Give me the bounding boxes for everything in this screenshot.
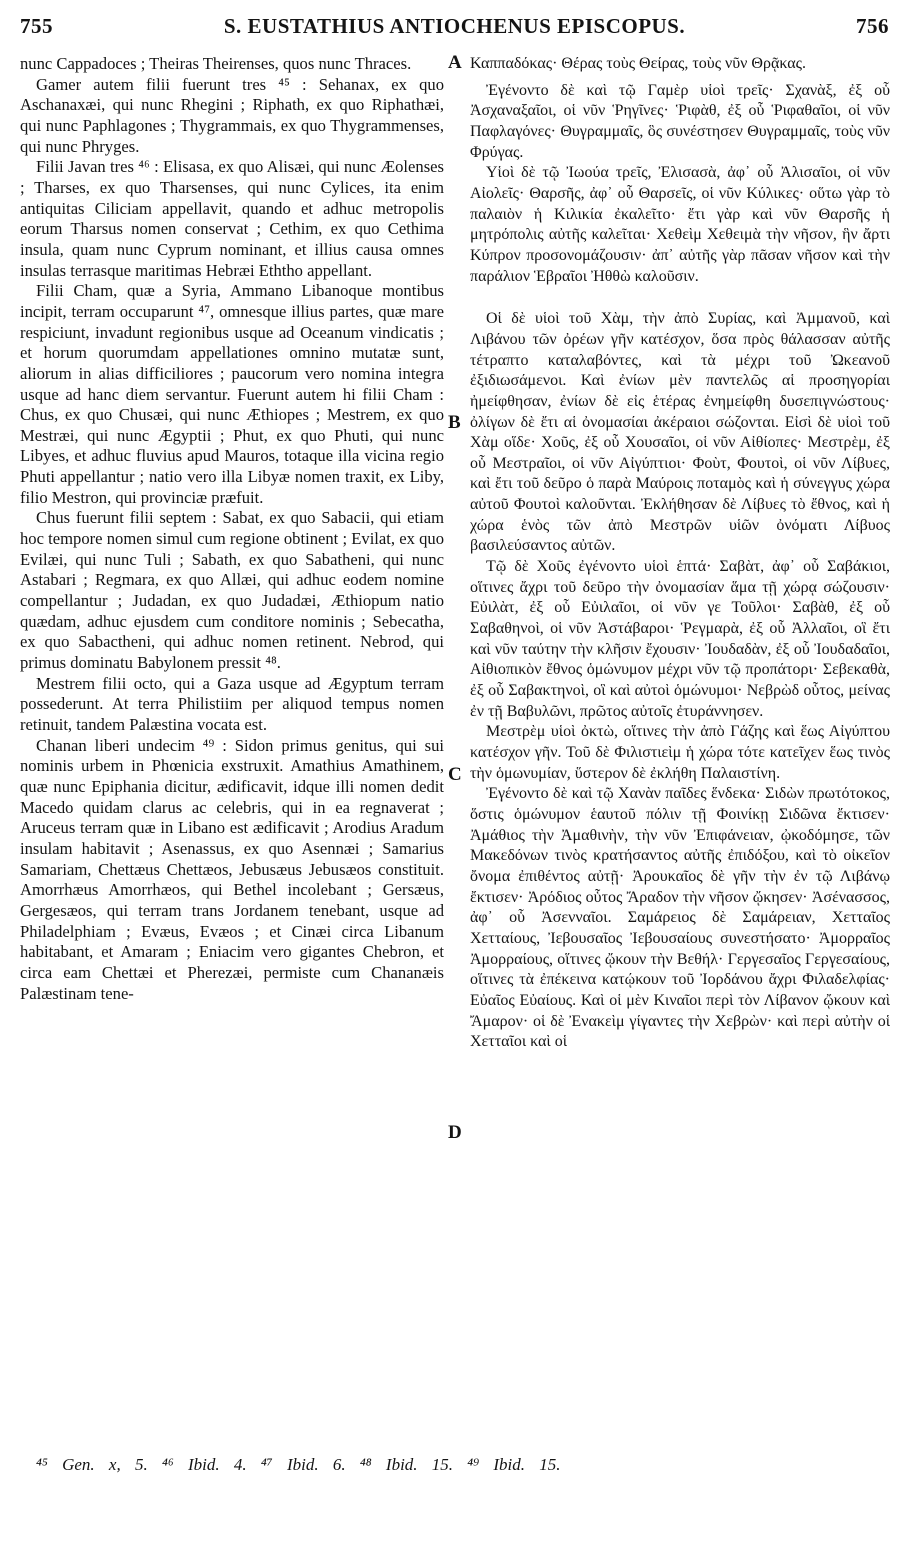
greek-column xyxy=(470,54,890,1053)
latin-column xyxy=(20,54,444,1004)
greek-paragraph: Καππαδόκας· Θέρας τοὺς Θείρας, τοὺς νῦν Θρᾷκας. xyxy=(470,55,806,72)
running-title: S. EUSTATHIUS ANTIOCHENUS EPISCOPUS. xyxy=(223,14,686,38)
latin-paragraph: nunc Cappadoces ; Theiras Theirenses, quos nunc Thraces. xyxy=(20,54,412,73)
latin-paragraph: Filii Cham, quæ a Syria, Ammano Libanoque montibus incipit, terram occuparunt ⁴⁷, omnesque illius partes, quæ mare respiciunt, invadunt regionibus usque ad Oceanum vindicatis ; et horum quorumdam appellationes omnino mutatæ sunt, aliorum in alias difficiliores ; paucorum vero nomina integra usque ad hanc diem servantur. Fuerunt autem hi filii Cham : Chus, ex quo Chusæi, qui nunc Æthiopes ; Mestrem, ex quo Mestræi, qui nunc Ægyptii ; Phut, ex quo Phuti, qui nunc Libyes, et adhuc fluvius apud Mauros, totaque illa vicina regio Phuti appellantur ; natio vero illa Libyæ nomen traxit, ex Liby, filio Mestron, qui provinciæ præfuit. xyxy=(20,281,444,507)
latin-paragraph: Gamer autem filii fuerunt tres ⁴⁵ : Sehanax, ex quo Aschanaxæi, qui nunc Rhegini ; Riphath, ex quo Riphathæi, qui nunc Paphlagones ; Thygrammais, ex quo Thygrammenses, qui nunc Phryges. xyxy=(20,74,444,156)
greek-paragraph: Οἱ δὲ υἱοὶ τοῦ Χὰμ, τὴν ἀπὸ Συρίας, καὶ Ἀμμανοῦ, καὶ Λιβάνου τῶν ὀρέων γῆν κατέσχον, ὅσα πρὸς θάλασσαν αὐτῆς τέτραπτο καταλαβόντες, καὶ τὰ μέχρι τοῦ Ὠκεανοῦ ἐξιδιωσάμενοι. Καὶ ἐνίων μὲν παντελῶς αἱ προσηγορίαι ἠμείφθησαν, ἐνίων δὲ εἰς ἑτέρας ἐνημείφθη δυσεπιγνώστους· ὀλίγων δὲ ἔτι αἱ ὀνομασίαι ἀκέραιοι σώζονται. Εἰσὶ δὲ υἱοὶ τοῦ Χὰμ οἵδε· Χοῦς, ἐξ οὗ Χουσαῖοι, οἱ νῦν Αἰθίοπες· Μεστρὲμ, ἐξ οὗ Μεστραῖοι, οἱ νῦν Αἰγύπτιοι· Φοὺτ, Φουτοὶ, οἱ νῦν Λίβυες, καὶ ἔτι τοῦ δεῦρο ὁ παρὰ Μαύροις ποταμὸς καὶ ἡ σύνεγγυς χώρα αὐτοῦ Φουτοὶ καλοῦνται. Ἐκλήθησαν δὲ Λίβυες τὸ ἔθνος, καὶ ἡ χώρα ἑνὸς τῶν ἀπὸ Μεστρῶν υἱῶν ὀνόματι Λίβυος βασιλεύσαντος αὐτῶν. xyxy=(470,310,890,555)
section-marker-a: A xyxy=(448,52,462,73)
latin-paragraph: Chus fuerunt filii septem : Sabat, ex quo Sabacii, qui etiam hoc tempore nomen simul cum regione obtinent ; Evilat, ex quo Evilæi, qui nunc Tuli ; Sabath, ex quo Sabatheni, qui nunc Astabari ; Regmara, ex quo Allæi, qui adhuc eodem nomine compellantur ; Judadan, ex quo Judadæi, Æthiopum natio quædam, adhuc ejusdem cum conditore nominis ; Sebecatha, ex quo Sabactheni, qui adhuc nomen retinent. Nebrod, qui primus dominatu Babylonem pressit ⁴⁸. xyxy=(20,508,444,673)
page-number-left: 755 xyxy=(20,14,53,38)
section-marker-b: B xyxy=(448,412,461,433)
page-header xyxy=(20,14,889,44)
greek-paragraph: Ἐγένοντο δὲ καὶ τῷ Χανὰν παῖδες ἕνδεκα· Σιδὼν πρωτότοκος, ὅστις ὁμώνυμον ἑαυτοῦ πόλιν τῇ Φοινίκῃ Σιδῶνα ἔκτισεν· Ἀμάθιος τὴν Ἀμαθινὴν, τὴν νῦν Ἐπιφάνειαν, ᾠκοδόμησε, τῶν Μακεδόνων τινὸς κρατήσαντος αὐτῆς ἐπιδόξου, καὶ τὸ οἰκεῖον ὄνομα ἐπιθέντος αὐτῇ· Ἀρουκαῖος δὲ γῆν τὴν ἐν τῷ Λιβάνῳ ἔκτισεν· Ἀρόδιος οὗτος Ἄραδον τὴν νῆσον ᾤκησεν· Ἀσένασσος, ἀφ᾽ οὗ Ἀσενναῖοι. Σαμάρειος δὲ Σαμάρειαν, Χετταῖος Χετταίους, Ἰεβουσαῖος Ἰεβουσαίους συνεστήσατο· Ἀμορραῖος Ἀμορραίους, οἵτινες ᾤκουν τὴν Βεθήλ· Γεργεσαῖος Γεργεσαίους, οἵτινες τὰ ἐπέκεινα κατῴκουν τοῦ Ἰορδάνου ἄχρι Φιλαδελφίας· Εὐαῖος Εὐαίους. Καὶ οἱ μὲν Κιναῖοι περὶ τὸν Λίβανον ᾤκουν καὶ Ἄμαρον· οἱ δὲ Ἐνακεὶμ γίγαντες τὴν Χεβρὼν· καὶ περὶ αὐτὴν οἱ Χετταῖοι καὶ οἱ xyxy=(470,785,890,1051)
latin-paragraph: Chanan liberi undecim ⁴⁹ : Sidon primus genitus, qui sui nominis urbem in Phœnicia exstruxit. Amathius Amathinem, quæ nunc Epiphania dicitur, ædificavit, idque illi nomen dedit Macedo quidam clarus ac celebris, qui in ea regnaverat ; Aruceus terram quæ in Libano est ædificavit ; Arodius Aradum insulam habitavit ; Asenassus, ex quo Asennæi ; Samarius Samariam, Chettæus Chettæos, Jebusæus Jebusæos constituit. Amorrhæus Amorrhæos, qui Bethel incolebant ; Gersæus, Gergesæos, qui terram trans Jordanem tenebant, usque ad Philadelphiam ; Evæus, Evæos ; et Cinæi circa Libanum habitabant, et Amaram ; Eniacim vero gigantes Chebron, et circa eam Chettæi et Pherezæi, permiste cum Chananæis Palæstinam tene- xyxy=(20,735,444,1003)
greek-paragraph: Ἐγένοντο δὲ καὶ τῷ Γαμὲρ υἱοὶ τρεῖς· Σχανὰξ, ἐξ οὗ Ἀσχαναξαῖοι, οἱ νῦν Ῥηγῖνες· Ῥιφὰθ, ἐξ οὗ Ῥιφαθαῖοι, οἱ νῦν Παφλαγόνες· Θυγραμμαῖς, ὃς συνέστησεν Θυγραμμαῖς, τοὺς νῦν Φρύγας. xyxy=(470,81,890,161)
greek-paragraph: Υἱοὶ δὲ τῷ Ἰωούα τρεῖς, Ἐλισασὰ, ἀφ᾽ οὗ Ἀλισαῖοι, οἱ νῦν Αἰολεῖς· Θαρσῆς, ἀφ᾽ οὗ Θαρσεῖς, οἱ νῦν Κύλικες· οὕτω γὰρ τὸ παλαιὸν ἡ Κιλικία ἐκαλεῖτο· ἔτι γὰρ καὶ νῦν Θαρσῆς ἡ μητρόπολις αὐτῆς καλεῖται· Χεθεὶμ Χεθειμὰ τὴν νῆσον, ἣν ἄρτι Κύπρον προσονομάζουσιν· ἀπ᾽ αὐτῆς γὰρ πᾶσαν νῆσον καὶ τὴν παράλιον Ἑβραῖοι Ἠθθὼ καλοῦσιν. xyxy=(470,164,890,285)
greek-paragraph: Τῷ δὲ Χοῦς ἐγένοντο υἱοὶ ἑπτά· Σαβὰτ, ἀφ᾽ οὗ Σαβάκιοι, οἵτινες ἄχρι τοῦ δεῦρο τὴν ὀνομασίαν ἅμα τῇ χώρᾳ σώζουσιν· Εὐιλὰτ, ἐξ οὗ Εὐιλαῖοι, οἱ νῦν γε Τοῦλοι· Σαβὰθ, ἐξ οὗ Σαβαθηνοὶ, οἱ νῦν Ἀστάβαροι· Ῥεγμαρὰ, ἐξ οὗ Ἀλλαῖοι, οἳ ἔτι καὶ νῦν ταύτην τὴν κλῆσιν ἔχουσιν· Ἰουδαδὰν, ἐξ οὗ Ἰουδαδαῖοι, Αἰθιοπικὸν ἔθνος ὁμώνυμον μέχρι νῦν τῷ προπάτορι· Σεβεκαθὰ, ἐξ οὗ Σαβακτηνοὶ, οἳ καὶ αὐτοὶ ὁμώνυμοι· Νεβρὼδ οὗτος, μείνας ἐν τῇ Βαβυλῶνι, πρῶτος αὐτοῖς ἐτυράννησεν. xyxy=(470,558,890,720)
section-marker-c: C xyxy=(448,764,462,785)
greek-paragraph: Μεστρὲμ υἱοὶ ὀκτὼ, οἵτινες τὴν ἀπὸ Γάζης καὶ ἕως Αἰγύπτου κατέσχον γῆν. Τοῦ δὲ Φιλιστιεὶμ ἡ χώρα τότε κατεῖχεν ἕως τινὸς τὴν ὁμωνυμίαν, ὕστερον δὲ ἐκλήθη Παλαιστίνη. xyxy=(470,723,890,782)
latin-paragraph: Filii Javan tres ⁴⁶ : Elisasa, ex quo Alisæi, qui nunc Æolenses ; Tharses, ex quo Tharsenses, qui nunc Cylices, ita enim antiquitas Ciliciam appellavit, quando et adhuc metropolis eorum Tharsus nomen conservat ; Cethim, ex quo Cethima insula, quam nunc Cyprum nominant, et illius causa omnes insulas terrasque maritimas Hebræi Eththo appellant. xyxy=(20,157,444,280)
latin-paragraph: Mestrem filii octo, qui a Gaza usque ad Ægyptum terram possederunt. At terra Philistiim per aliquod tempus nomen retinuit, tandem Palæstina vocata est. xyxy=(20,673,444,734)
section-marker-d: D xyxy=(448,1122,462,1143)
footnotes: ⁴⁵ Gen. x, 5. ⁴⁶ Ibid. 4. ⁴⁷ Ibid. 6. ⁴⁸ Ibid. 15. ⁴⁹ Ibid. 15. xyxy=(36,1455,561,1474)
page-number-right: 756 xyxy=(856,14,889,38)
